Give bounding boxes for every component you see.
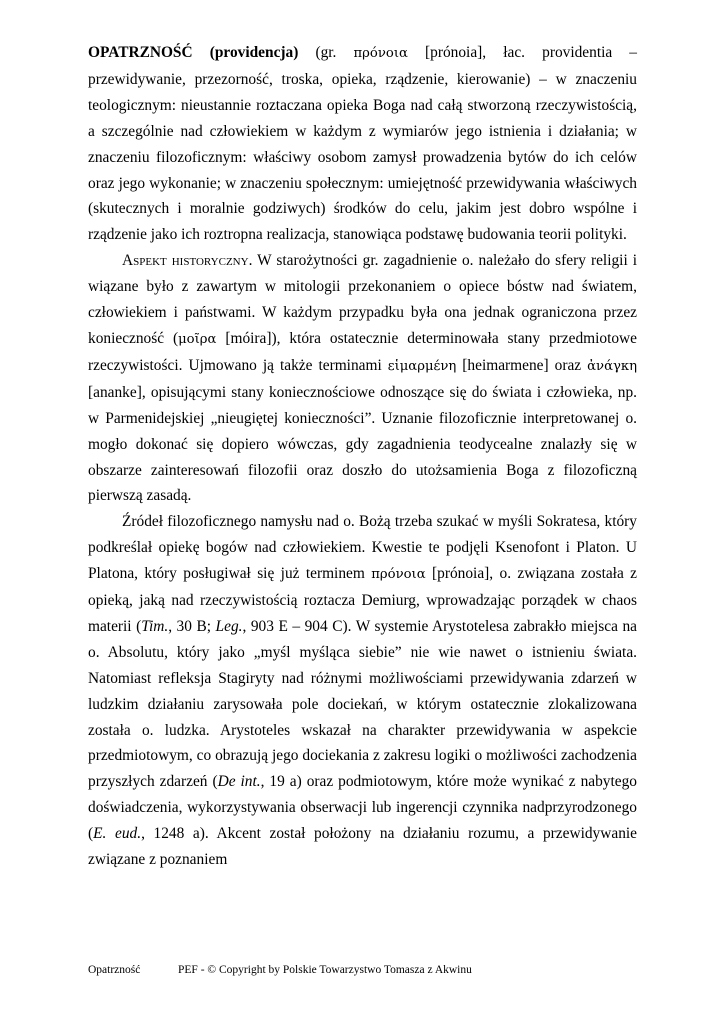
citation-de-interpretatione: De int. [217, 773, 261, 791]
sources-paragraph [88, 509, 637, 873]
definition-text-2: [prónoia], łac. providentia – przewidywanie, przezorność, troska, opieka, rządzenie, kierowanie) – w znaczeniu teologicznym: nieustannie roztaczana opieka Boga nad całą stworzoną rzeczywistością, a szczególnie nad człowiekiem w każdym z wymiarów jego istnienia i działania; w znaczeniu filozoficznym: właściwy osobom zamysł prowadzenia bytów do ich celów oraz jego wykonanie; w znaczeniu społecznym: umiejętność przewidywania właściwych (skutecznych i moralnie godziwych) środków do celu, jakim jest dobro wspólne i rządzenie jako ich roztropna realizacja, stanowiąca podstawę budowania teorii polityki. [88, 44, 638, 244]
citation-eudemian-ethics: E. eud. [93, 825, 142, 843]
headword-synonym: (providencja) [209, 44, 299, 61]
sources-text-3: , 30 B; [168, 617, 216, 635]
headword: OPATRZNOŚĆ [88, 44, 193, 61]
greek-term-moira: μοῖρα [178, 331, 217, 347]
greek-term-pronoia-2: πρόνοια [371, 567, 426, 583]
article-body [88, 40, 637, 873]
footer-entry-title: Opatrzność [88, 964, 141, 976]
sources-text-5: , 19 a) oraz podmiotowym, które może wynikać z nabytego doświadczenia, wykorzystywania obserwacji lub ingerencji czynnika nadprzyrodzonego ( [88, 773, 637, 843]
page-footer [88, 963, 648, 977]
section-heading-historical: Aspekt historyczny [122, 252, 249, 270]
sources-text-4: , 903 E – 904 C). W systemie Arystotelesa zabrakło miejsca na o. Absolutu, który jako „myśl myśląca siebie” nie wie nawet o istnieniu świata. Natomiast refleksja Stagiryty nad różnymi możliwościami przewidywania zdarzeń w ludzkim działaniu zarysowała pole dociekań, w którym ostatecznie zlokalizowana została o. ludzka. Arystoteles wskazał na charakter przewidywania w aspekcie przedmiotowym, co obrazują jego dociekania z zakresu logiki o możliwości zachodzenia przyszłych zdarzeń ( [88, 617, 638, 791]
citation-laws: Leg. [215, 617, 243, 635]
footer-copyright: PEF - © Copyright by Polskie Towarzystwo Tomasza z Akwinu [178, 964, 472, 976]
sources-text-2: [prónoia], o. związana została z opieką, jaką nad rzeczywistością roztacza Demiurg, wprowadzając porządek w chaos materii ( [88, 565, 637, 635]
historical-text-2: [móira]), która ostatecznie determinowała stany przedmiotowe rzeczywistości. Ujmowano ją także terminami [88, 329, 637, 374]
sources-text-6: , 1248 a). Akcent został położony na działaniu rozumu, a przewidywanie związane z poznaniem [88, 825, 637, 869]
greek-term-heimarmene: εἱμαρμένη [387, 358, 457, 374]
historical-text-3: [heimarmene] oraz [456, 356, 588, 374]
historical-text-4: [ananke], opisującymi stany koniecznościowe odnoszące się do świata i człowieka, np. w Parmenidejskiej „nieugiętej konieczności”. Uznanie filozoficznie interpretowanej o. mogło dokonać się dopiero wówczas, gdy zagadnienia teodycealne znalazły się w obszarze zainteresowań filozofii oraz doszło do utożsamienia Boga z filozoficzną pierwszą zasadą. [88, 383, 637, 505]
sources-text-1: Źródeł filozoficznego namysłu nad o. Bożą trzeba szukać w myśli Sokratesa, który podkreślał opiekę bogów nad człowiekiem. Kwestie te podjęli Ksenofont i Platon. U Platona, który posługiwał się już terminem [88, 513, 637, 583]
historical-aspect-paragraph [88, 248, 637, 509]
historical-text-1: . W starożytności gr. zagadnienie o. należało do sfery religii i wiązane było z zawartym w mitologii przekonaniem o opiece bóstw nad światem, człowiekiem i państwami. W każdym przypadku była ona jednak ograniczona przez konieczność ( [88, 252, 638, 347]
definition-text-1: (gr. [298, 44, 354, 61]
citation-timaeus: Tim. [141, 617, 169, 635]
definition-paragraph [88, 40, 637, 248]
greek-term-ananke: ἀνάγκη [587, 358, 637, 374]
greek-term-pronoia: πρόνοια [353, 46, 408, 61]
